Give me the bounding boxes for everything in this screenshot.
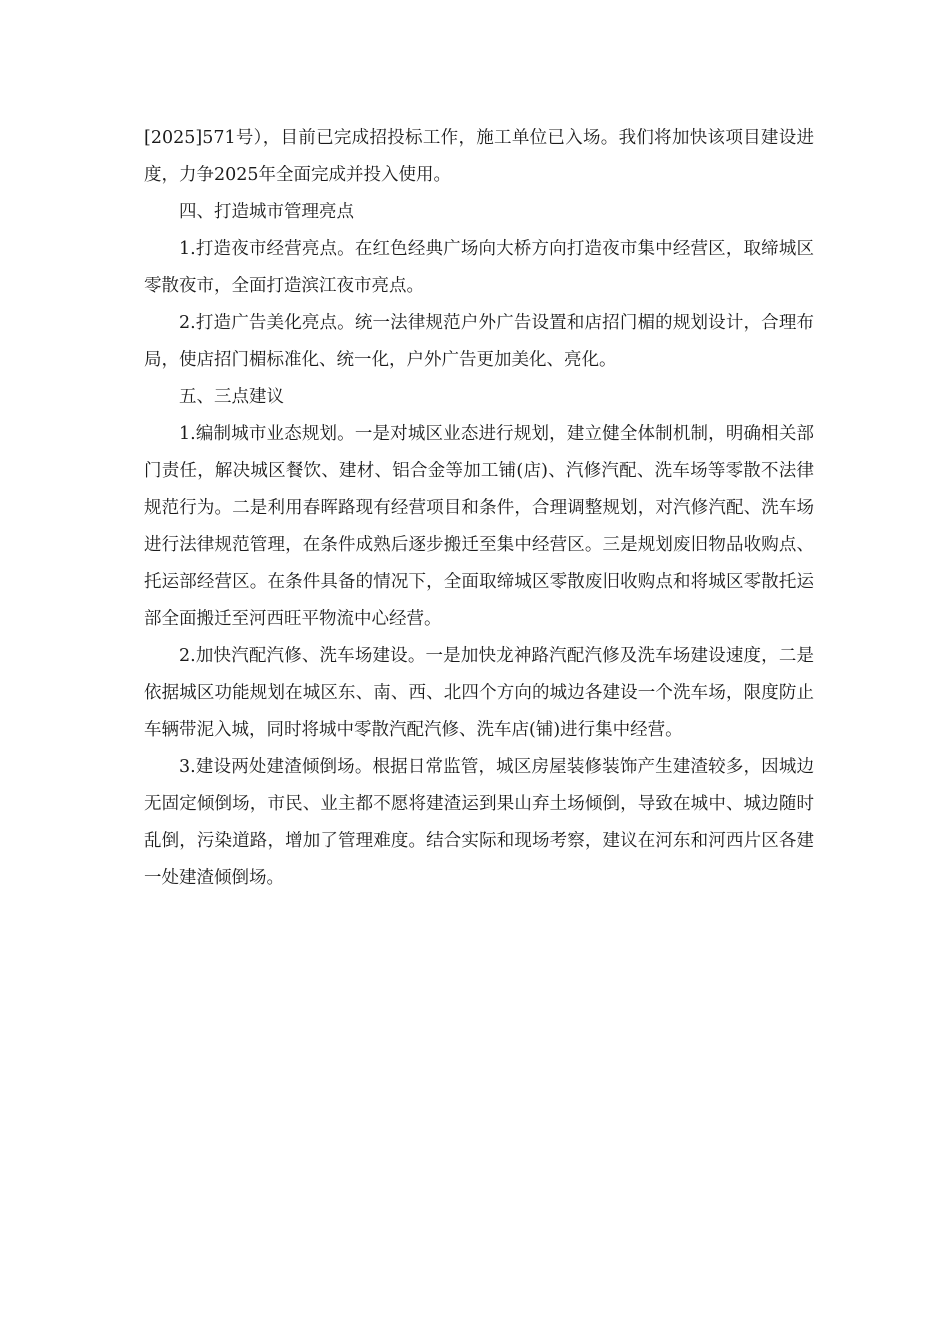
paragraph-night-market: 1.打造夜市经营亮点。在红色经典广场向大桥方向打造夜市集中经营区，取缔城区零散夜市，全面打造滨江夜市亮点。 [144,239,814,296]
paragraph-advertising: 2.打造广告美化亮点。统一法律规范户外广告设置和店招门楣的规划设计，合理布局，使店招门楣标准化、统一化，户外广告更加美化、亮化。 [144,313,814,370]
paragraph-debris-site: 3.建设两处建渣倾倒场。根据日常监管，城区房屋装修装饰产生建渣较多，因城边无固定倾倒场，市民、业主都不愿将建渣运到果山弃土场倾倒，导致在城中、城边随时乱倒，污染道路，增加了管理难度。结合实际和现场考察，建议在河东和河西片区各建一处建渣倾倒场。 [144,757,814,888]
section-heading-4: 四、打造城市管理亮点 [179,202,354,222]
document-body [144,120,814,897]
paragraph-continuation: [2025]571号），目前已完成招投标工作，施工单位已入场。我们将加快该项目建设进度，力争2025年全面完成并投入使用。 [144,128,814,185]
paragraph-car-wash: 2.加快汽配汽修、洗车场建设。一是加快龙神路汽配汽修及洗车场建设速度，二是依据城区功能规划在城区东、南、西、北四个方向的城边各建设一个洗车场，限度防止车辆带泥入城，同时将城中零散汽配汽修、洗车店(铺)进行集中经营。 [144,646,814,740]
section-heading-5: 五、三点建议 [179,387,284,407]
paragraph-business-planning: 1.编制城市业态规划。一是对城区业态进行规划，建立健全体制机制，明确相关部门责任，解决城区餐饮、建材、铝合金等加工铺(店)、汽修汽配、洗车场等零散不法律规范行为。二是利用春晖路现有经营项目和条件，合理调整规划，对汽修汽配、洗车场进行法律规范管理，在条件成熟后逐步搬迁至集中经营区。三是规划废旧物品收购点、托运部经营区。在条件具备的情况下，全面取缔城区零散废旧收购点和将城区零散托运部全面搬迁至河西旺平物流中心经营。 [144,424,814,629]
